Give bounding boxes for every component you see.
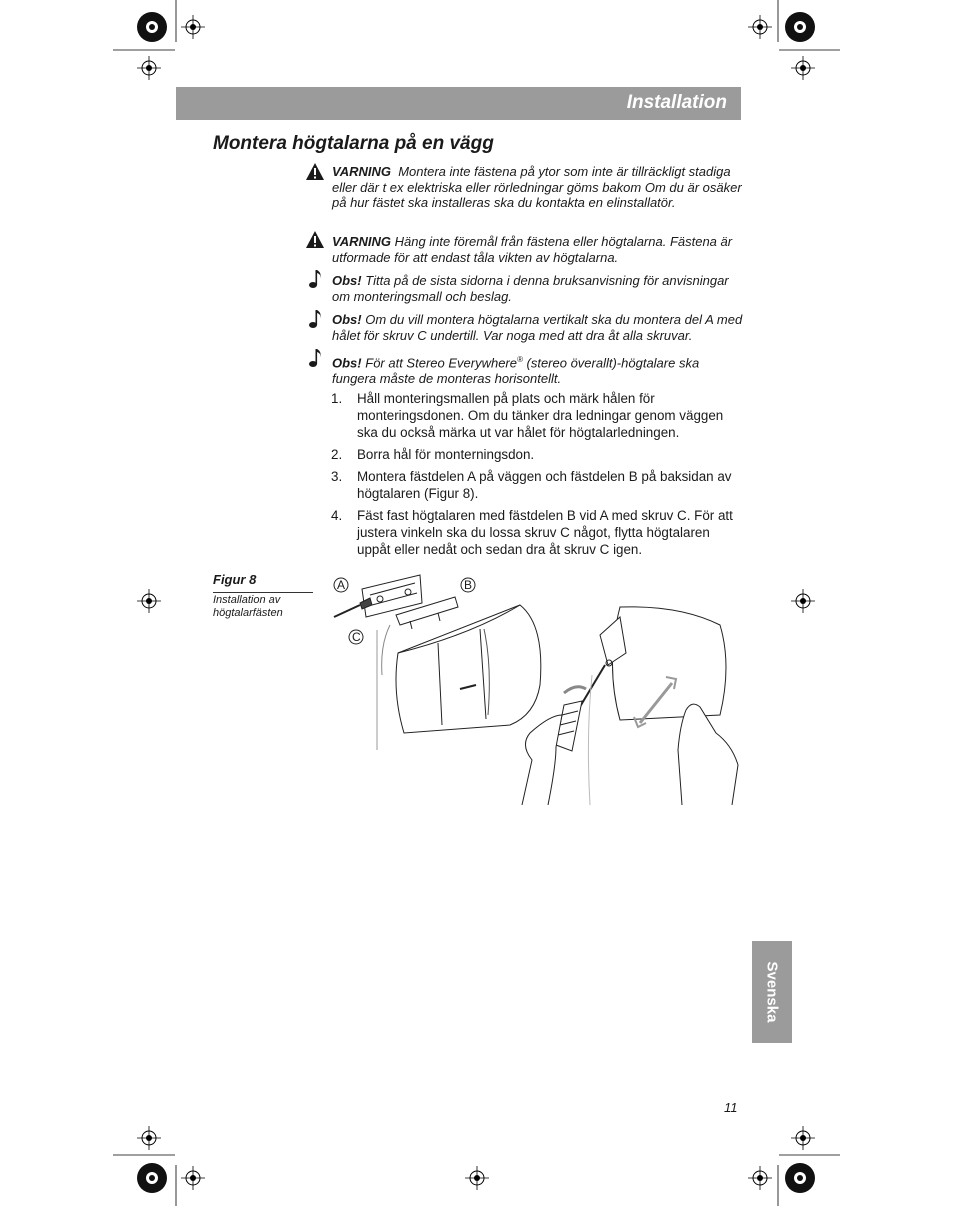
note-text: För att Stereo Everywhere [365,355,517,371]
registration-star-icon [137,12,167,42]
step-text: Fäst fast högtalaren med fästdelen B vid A med skruv C. För att justera vinkeln ska du lossa skruv C något, flytta högtalaren uppåt eller nedåt och sedan dra åt skruv C igen. [357,508,733,557]
registered-mark: ® [516,355,523,364]
callout-a: A [337,578,346,592]
step-number: 1. [331,391,343,406]
crosshair-icon [137,1126,161,1150]
registration-star-icon [137,1163,167,1193]
callout-b: B [464,578,473,592]
note-label: Obs! [332,312,362,327]
figure-caption: Installation av högtalarfästen [213,594,283,619]
crosshair-icon [791,56,815,80]
note-label: VARNING [332,164,391,179]
crosshair-icon [748,1166,772,1190]
note-text: (stereo överallt)-högtalare ska fungera måste de monteras horisontellt. [332,355,700,386]
crosshair-icon [791,1126,815,1150]
figure-label: Figur 8 [213,572,257,587]
step-text: Borra hål för monterningsdon. [357,447,535,462]
registration-star-icon [785,12,815,42]
crosshair-icon [137,589,161,613]
step-number: 2. [331,447,343,462]
step-number: 4. [331,508,343,523]
step-text: Montera fästdelen A på väggen och fästdelen B på baksidan av högtalaren (Figur 8). [357,469,732,501]
section-title: Montera högtalarna på en vägg [213,133,494,154]
step-text: Håll monteringsmallen på plats och märk hålen för monteringsdonen. Om du tänker dra ledningar genom väggen ska du också märka ut var hålet för högtalarledningen. [357,391,724,440]
crosshair-icon [791,589,815,613]
note-text: Titta på de sista sidorna i denna bruksanvisning för anvisningar om monteringsmall och beslag. [332,273,729,304]
note-text: Häng inte föremål från fästena eller högtalarna. Fästena är utformade för att endast tåla vikten av högtalarna. [332,234,733,265]
step-number: 3. [331,469,343,484]
crosshair-icon [181,1166,205,1190]
page-number: 11 [724,1100,738,1115]
crosshair-icon [748,15,772,39]
note-text: Montera inte fästena på ytor som inte är tillräckligt stadiga eller där t ex elektriska eller rörledningar göms bakom Om du är osäker på hur fästet ska installeras ska du kontakta en elinstallatör. [332,164,742,210]
crosshair-icon [137,56,161,80]
note-text: Om du vill montera högtalarna vertikalt ska du montera del A med hålet för skruv C undertill. Var noga med att dra åt alla skruvar. [332,312,743,343]
note-label: Obs! [332,273,362,288]
language-tab-label: Svenska [763,961,781,1023]
callout-c: C [352,630,361,644]
registration-star-icon [785,1163,815,1193]
note-label: Obs! [332,355,362,371]
header-title: Installation [626,92,727,113]
crosshair-icon [181,15,205,39]
note-label: VARNING [332,234,391,249]
crosshair-icon [465,1166,489,1190]
